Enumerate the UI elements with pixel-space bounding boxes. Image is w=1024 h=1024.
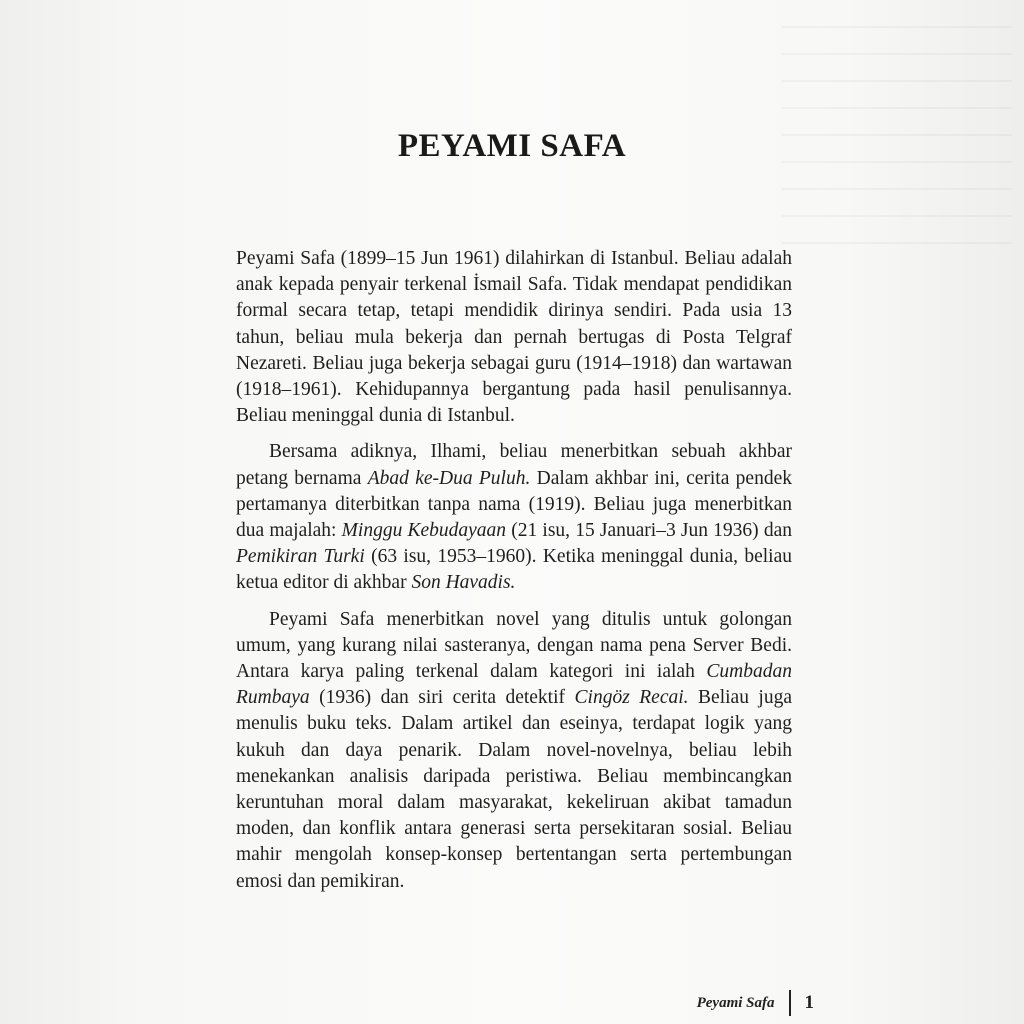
- text-line: Beliau meninggal dunia di Istanbul.: [236, 405, 515, 427]
- text-line: [236, 659, 792, 685]
- text-run: ketua editor di akhbar: [236, 572, 412, 594]
- paragraph-1: [236, 246, 792, 429]
- text-line: menekankan analisis daripada peristiwa. Beliau membincangkan: [236, 765, 792, 787]
- text-line: Peyami Safa menerbitkan novel yang ditulis untuk golongan: [269, 608, 792, 630]
- body-text: [236, 246, 792, 905]
- footer-divider: [789, 990, 791, 1016]
- text-run: (63 isu, 1953–1960). Ketika meninggal dunia, beliau: [364, 546, 792, 568]
- running-head: Peyami Safa: [696, 994, 775, 1011]
- paragraph-3: [236, 607, 792, 895]
- text-run: (21 isu, 15 Januari–3 Jun 1936) dan: [506, 520, 792, 542]
- text-line: anak kepada penyair terkenal İsmail Safa. Tidak mendapat pendidikan: [236, 274, 792, 296]
- series-title: Cingöz Recai.: [574, 687, 689, 709]
- text-line: tahun, beliau mula bekerja dan pernah bertugas di Posta Telgraf: [236, 326, 792, 348]
- text-line: [236, 544, 792, 570]
- text-line: umum, yang kurang nilai sasteranya, dengan nama pena Server Bedi.: [236, 634, 792, 656]
- text-run: petang bernama: [236, 467, 368, 489]
- novel-title: Cumbadan: [706, 661, 792, 683]
- page-footer: [697, 990, 814, 1016]
- text-run: (1936) dan siri cerita detektif: [309, 687, 575, 709]
- text-line: kukuh dan daya penarik. Dalam novel-novelnya, beliau lebih: [236, 739, 792, 761]
- text-line: Nezareti. Beliau juga bekerja sebagai guru (1914–1918) dan wartawan: [236, 352, 792, 374]
- text-line: pertamanya diterbitkan tanpa nama (1919). Beliau juga menerbitkan: [236, 493, 792, 515]
- text-line: Bersama adiknya, Ilhami, beliau menerbitkan sebuah akhbar: [269, 441, 792, 463]
- text-line: [236, 685, 792, 711]
- page-number: 1: [804, 992, 814, 1013]
- text-run: Antara karya paling terkenal dalam kategori ini ialah: [236, 661, 707, 683]
- text-line: moden, dan konflik antara generasi serta persekitaran sosial. Beliau: [236, 818, 792, 840]
- text-line: Peyami Safa (1899–15 Jun 1961) dilahirkan di Istanbul. Beliau adalah: [236, 248, 792, 269]
- chapter-title: PEYAMI SAFA: [397, 128, 627, 164]
- text-line: (1918–1961). Kehidupannya bergantung pada hasil penulisannya.: [236, 379, 792, 401]
- text-line: [236, 466, 792, 492]
- novel-title: Rumbaya: [236, 687, 310, 709]
- text-run: dua majalah:: [236, 520, 342, 542]
- text-line: mahir mengolah konsep-konsep bertentangan serta pertembungan: [236, 844, 792, 866]
- newspaper-title: Son Havadis.: [411, 572, 516, 594]
- text-run: Beliau juga: [688, 687, 793, 709]
- text-line: [236, 570, 792, 596]
- magazine-title: Pemikiran Turki: [236, 546, 365, 568]
- show-through-text: [782, 6, 1012, 246]
- text-line: [236, 518, 792, 544]
- paragraph-2: [236, 439, 792, 596]
- text-line: menulis buku teks. Dalam artikel dan eseinya, terdapat logik yang: [236, 713, 792, 735]
- text-line: formal secara tetap, tetapi mendidik dirinya sendiri. Pada usia 13: [236, 300, 792, 322]
- text-run: Dalam akhbar ini, cerita pendek: [530, 467, 792, 489]
- magazine-title: Minggu Kebudayaan: [341, 520, 507, 542]
- newspaper-title: Abad ke-Dua Puluh.: [367, 467, 531, 489]
- text-line: emosi dan pemikiran.: [236, 870, 405, 892]
- text-line: keruntuhan moral dalam masyarakat, kekeliruan akibat tamadun: [236, 792, 792, 814]
